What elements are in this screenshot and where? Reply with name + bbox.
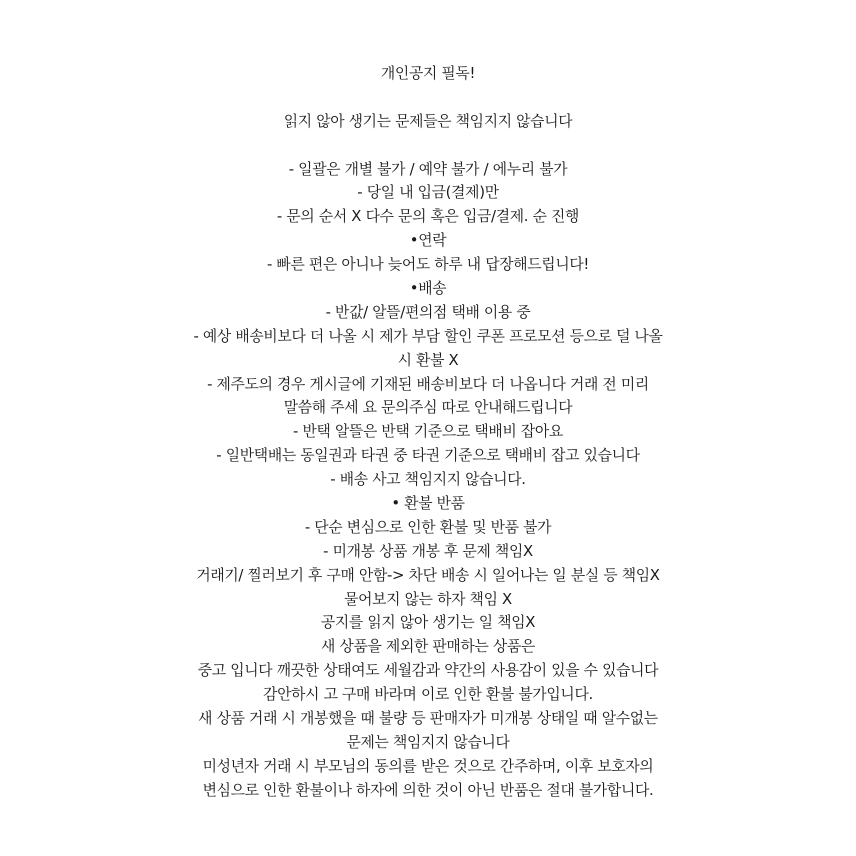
spacer — [0, 86, 856, 110]
section-heading-contact: •연락 — [409, 232, 447, 250]
notice-line: 새 상품을 제외한 판매하는 상품은 — [321, 638, 535, 656]
notice-warning: 읽지 않아 생기는 문제들은 책임지지 않습니다 — [283, 112, 573, 130]
notice-line: - 일괄은 개별 불가 / 예약 불가 / 에누리 불가 — [288, 160, 568, 178]
notice-line: 변심으로 인한 환불이나 하자에 의한 것이 아닌 반품은 절대 불가합니다. — [202, 781, 654, 799]
section-heading-refund: • 환불 반품 — [391, 495, 465, 513]
notice-line: 말씀해 주세 요 문의주심 따로 안내해드립니다 — [283, 399, 573, 417]
notice-line: 미성년자 거래 시 부모님의 동의를 받은 것으로 간주하며, 이후 보호자의 — [202, 757, 654, 775]
notice-line: 중고 입니다 깨끗한 상태여도 세월감과 약간의 사용감이 있을 수 있습니다 — [197, 662, 659, 680]
notice-line: - 당일 내 입금(결제)만 — [357, 184, 499, 202]
notice-line: - 예상 배송비보다 더 나올 시 제가 부담 할인 쿠폰 프로모션 등으로 덜 나올 — [193, 327, 663, 345]
notice-line: 감안하시 고 구매 바라며 이로 인한 환불 불가입니다. — [263, 686, 593, 704]
notice-line: 새 상품 거래 시 개봉했을 때 불량 등 판매자가 미개봉 상태일 때 알수없는 — [198, 710, 658, 728]
notice-line: 문제는 책임지지 않습니다 — [346, 733, 510, 751]
spacer — [0, 134, 856, 158]
notice-line: - 문의 순서 X 다수 문의 혹은 입금/결제. 순 진행 — [276, 208, 580, 226]
notice-title: 개인공지 필독! — [380, 65, 476, 82]
notice-line: - 반값/ 알뜰/편의점 택배 이용 중 — [325, 303, 531, 321]
notice-line: 물어보지 않는 하자 책임 X — [344, 590, 512, 608]
section-heading-shipping: •배송 — [409, 280, 447, 298]
notice-line: 시 환불 X — [397, 351, 459, 369]
notice-line: 공지를 읽지 않아 생기는 일 책임X — [320, 614, 536, 632]
notice-line: - 제주도의 경우 게시글에 기재된 배송비보다 더 나옵니다 거래 전 미리 — [207, 375, 649, 393]
notice-line: - 반택 알뜰은 반택 기준으로 택배비 잡아요 — [293, 423, 563, 441]
notice-text — [0, 62, 856, 803]
notice-line: - 빠른 편은 아니나 늦어도 하루 내 답장해드립니다! — [266, 256, 590, 274]
notice-line: - 단순 변심으로 인한 환불 및 반품 불가 — [304, 518, 552, 536]
notice-line: - 배송 사고 책임지지 않습니다. — [330, 471, 526, 489]
notice-line: 거래기/ 찔러보기 후 구매 안함-> 차단 배송 시 일어나는 일 분실 등 책임X — [196, 566, 660, 584]
notice-line: - 일반택배는 동일권과 타권 중 타권 기준으로 택배비 잡고 있습니다 — [216, 447, 640, 465]
notice-line: - 미개봉 상품 개봉 후 문제 책임X — [323, 542, 533, 560]
